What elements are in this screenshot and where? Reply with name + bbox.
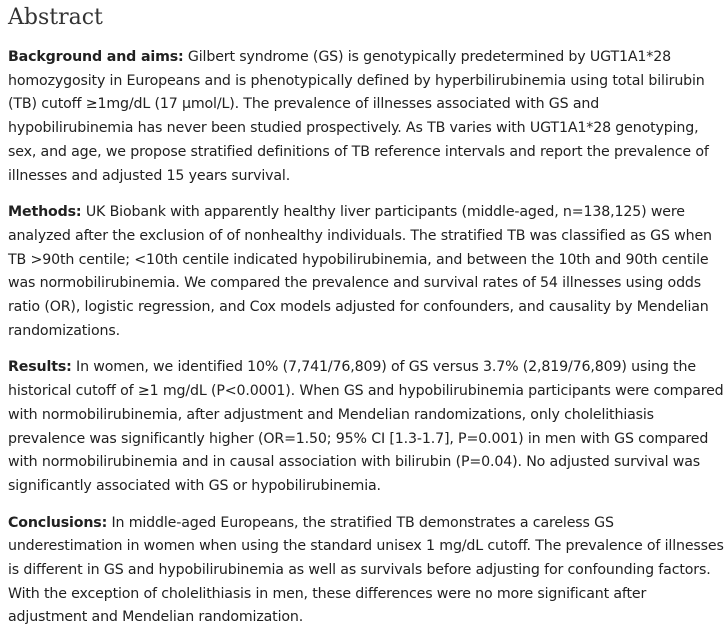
background-text: Gilbert syndrome (GS) is genotypically predetermined by UGT1A1*28 homozygosity in Europeans and is phenotypically defined by hyperbilirubinemia using total bilirubin (TB) cutoff ≥1mg/dL (17 μmol/L). The prevalence of illnesses associated with GS and hypobilirubinemia has never been studied prospectively. As TB varies with UGT1A1*28 genotyping, sex, and age, we propose stratified definitions of TB reference intervals and report the prevalence of illnesses and adjusted 15 years survival. — [8, 49, 709, 184]
methods-text: UK Biobank with apparently healthy liver participants (middle-aged, n=138,125) were analyzed after the exclusion of of nonhealthy individuals. The stratified TB was classified as GS when TB >90th centile; <10th centile indicated hypobilirubinemia, and between the 10th and 90th centile was normobilirubinemia. We compared the prevalence and survival rates of 54 illnesses using odds ratio (OR), logistic regression, and Cox models adjusted for confounders, and causality by Mendelian randomizations. — [8, 204, 712, 339]
methods-paragraph — [8, 201, 724, 343]
background-paragraph — [8, 46, 724, 188]
conclusions-label: Conclusions: — [8, 514, 108, 531]
results-label: Results: — [8, 359, 72, 376]
background-label: Background and aims: — [8, 49, 184, 65]
conclusions-paragraph — [8, 512, 724, 631]
methods-label: Methods: — [8, 204, 82, 221]
abstract-heading: Abstract — [8, 5, 103, 30]
results-text: In women, we identified 10% (7,741/76,809) of GS versus 3.7% (2,819/76,809) using the historical cutoff of ≥1 mg/dL (P<0.0001). When GS and hypobilirubinemia participants were compared with normobilirubinemia, after adjustment and Mendelian randomizations, only cholelithiasis prevalence was significantly higher (OR=1.50; 95% CI [1.3-1.7], P=0.001) in men with GS compared with normobilirubinemia and in causal association with bilirubin (P=0.04). No adjusted survival was significantly associated with GS or hypobilirubinemia. — [8, 359, 724, 494]
conclusions-text: In middle-aged Europeans, the stratified TB demonstrates a careless GS underestimation in women when using the standard unisex 1 mg/dL cutoff. The prevalence of illnesses is different in GS and hypobilirubinemia as well as survivals before adjusting for confounding factors. With the exception of cholelithiasis in men, these differences were no more significant after adjustment and Mendelian randomization. — [8, 514, 724, 626]
results-paragraph — [8, 356, 724, 498]
abstract-container — [8, 0, 724, 630]
